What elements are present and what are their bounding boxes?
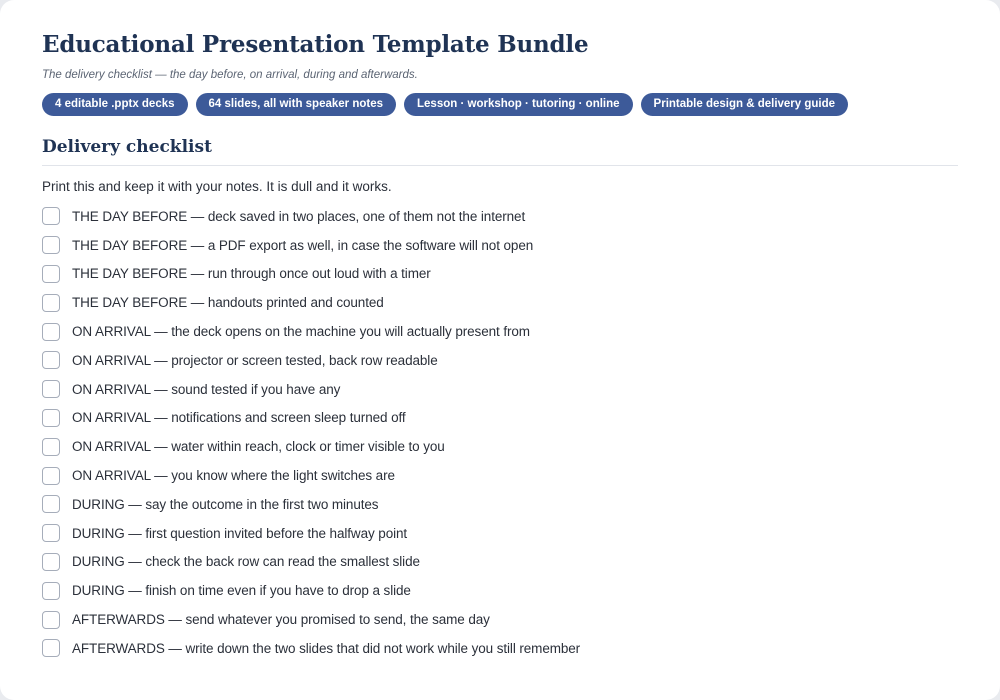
checkbox[interactable] <box>42 467 60 485</box>
checklist-item[interactable] <box>42 202 958 231</box>
checklist-item-label: DURING — say the outcome in the first two minutes <box>72 496 379 512</box>
checklist-item[interactable] <box>42 605 958 634</box>
checklist-item[interactable] <box>42 260 958 289</box>
checklist-item[interactable] <box>42 490 958 519</box>
checklist-item[interactable] <box>42 231 958 260</box>
checklist-item-label: ON ARRIVAL — the deck opens on the machine you will actually present from <box>72 324 530 340</box>
checkbox[interactable] <box>42 611 60 629</box>
checkbox[interactable] <box>42 351 60 369</box>
checklist-item-label: THE DAY BEFORE — run through once out loud with a timer <box>72 266 431 282</box>
checklist-item[interactable] <box>42 404 958 433</box>
checklist-item[interactable] <box>42 461 958 490</box>
checkbox[interactable] <box>42 323 60 341</box>
checkbox[interactable] <box>42 524 60 542</box>
tag-list <box>42 93 958 116</box>
checklist-item-label: ON ARRIVAL — notifications and screen sleep turned off <box>72 410 406 426</box>
checklist-item-label: DURING — first question invited before the halfway point <box>72 525 408 541</box>
checklist-item[interactable] <box>42 288 958 317</box>
checklist-item-label: ON ARRIVAL — water within reach, clock or timer visible to you <box>72 439 445 455</box>
tag-pill: Printable design & delivery guide <box>641 93 849 116</box>
checklist-item[interactable] <box>42 576 958 605</box>
checkbox[interactable] <box>42 265 60 283</box>
checkbox[interactable] <box>42 495 60 513</box>
checklist-item-label: ON ARRIVAL — sound tested if you have any <box>72 381 341 397</box>
checklist-item-label: THE DAY BEFORE — a PDF export as well, in case the software will not open <box>72 237 534 253</box>
section-heading: Delivery checklist <box>42 137 212 157</box>
checkbox[interactable] <box>42 409 60 427</box>
checklist-intro: Print this and keep it with your notes. It is dull and it works. <box>42 179 392 194</box>
checkbox[interactable] <box>42 380 60 398</box>
checklist-item[interactable] <box>42 375 958 404</box>
tag-pill: 4 editable .pptx decks <box>42 93 188 116</box>
checklist <box>42 202 958 663</box>
checkbox[interactable] <box>42 553 60 571</box>
checklist-item[interactable] <box>42 317 958 346</box>
checklist-item[interactable] <box>42 634 958 663</box>
checklist-item-label: THE DAY BEFORE — handouts printed and counted <box>72 295 384 311</box>
checkbox[interactable] <box>42 236 60 254</box>
checklist-item[interactable] <box>42 346 958 375</box>
checklist-item-label: DURING — check the back row can read the smallest slide <box>72 554 420 570</box>
tag-pill: Lesson · workshop · tutoring · online <box>404 93 633 116</box>
checklist-item-label: ON ARRIVAL — you know where the light switches are <box>72 468 395 484</box>
checklist-item[interactable] <box>42 519 958 548</box>
checklist-item[interactable] <box>42 432 958 461</box>
checklist-item-label: AFTERWARDS — write down the two slides that did not work while you still remember <box>72 640 581 656</box>
checkbox[interactable] <box>42 207 60 225</box>
checkbox[interactable] <box>42 639 60 657</box>
checklist-item-label: AFTERWARDS — send whatever you promised to send, the same day <box>72 612 490 628</box>
checkbox[interactable] <box>42 438 60 456</box>
page-title: Educational Presentation Template Bundle <box>42 31 589 58</box>
checklist-item-label: ON ARRIVAL — projector or screen tested, back row readable <box>72 352 438 368</box>
checkbox[interactable] <box>42 582 60 600</box>
section-divider <box>42 165 958 166</box>
checklist-item-label: DURING — finish on time even if you have to drop a slide <box>72 583 411 599</box>
checkbox[interactable] <box>42 294 60 312</box>
checklist-item-label: THE DAY BEFORE — deck saved in two places, one of them not the internet <box>72 208 526 224</box>
page-subtitle: The delivery checklist — the day before, on arrival, during and afterwards. <box>42 69 418 81</box>
checklist-item[interactable] <box>42 548 958 577</box>
tag-pill: 64 slides, all with speaker notes <box>196 93 397 116</box>
